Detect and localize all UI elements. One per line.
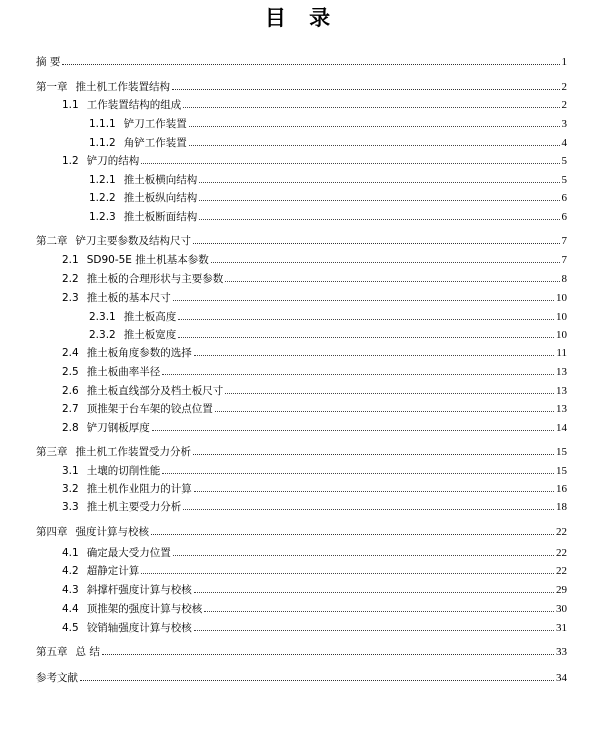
toc-leader-dots [62,64,559,65]
toc-entry-number: 3.2 [62,483,79,495]
toc-page-number: 16 [556,483,567,495]
toc-entry-number: 2.2 [62,273,79,285]
toc-page-number: 14 [556,422,567,434]
toc-page-number: 13 [556,403,567,415]
toc-entry-number: 3.3 [62,501,79,513]
toc-section-entry[interactable] [62,481,567,495]
toc-page-number: 7 [561,254,567,266]
toc-leader-dots [152,430,554,431]
toc-page-number: 4 [561,137,567,149]
toc-leader-dots [80,680,554,681]
toc-entry-number: 2.5 [62,366,79,378]
toc-page-number: 5 [561,155,567,167]
toc-entry-label: 超静定计算 [86,565,140,577]
toc-section-entry[interactable] [62,582,567,596]
toc-entry-label: 强度计算与校核 [75,526,149,538]
toc-entry-number: 4.1 [62,547,79,559]
toc-leader-dots [199,219,559,220]
toc-section-entry[interactable] [62,153,567,167]
toc-chapter-entry[interactable] [36,670,567,684]
toc-entry-label: 角铲工作装置 [123,137,187,149]
toc-section-entry[interactable] [62,463,567,477]
toc-section-entry[interactable] [62,290,567,304]
toc-entry-label: 顶推架于台车架的铰点位置 [86,403,213,415]
toc-leader-dots [211,262,560,263]
toc-section-entry[interactable] [89,327,567,341]
toc-entry-number: 第四章 [36,526,68,538]
toc-leader-dots [204,611,554,612]
toc-leader-dots [194,491,554,492]
toc-entry-number: 1.1.2 [89,137,116,149]
toc-entry-number: 第二章 [36,235,68,247]
toc-leader-dots [173,555,554,556]
toc-entry-label: 斜撑杆强度计算与校核 [86,584,192,596]
toc-page-number: 6 [561,211,567,223]
toc-section-entry[interactable] [89,309,567,323]
toc-leader-dots [199,182,559,183]
toc-section-entry[interactable] [62,271,567,285]
toc-leader-dots [189,145,560,146]
toc-entry-label: 推土板断面结构 [123,211,198,223]
toc-leader-dots [225,281,559,282]
toc-section-entry[interactable] [62,545,567,559]
toc-entry-number: 参考文献 [36,672,78,684]
toc-leader-dots [162,374,554,375]
toc-entry-label: 顶推架的强度计算与校核 [86,603,203,615]
toc-section-entry[interactable] [89,135,567,149]
toc-entry-number: 2.4 [62,347,79,359]
toc-chapter-entry[interactable] [36,644,567,658]
toc-entry-label: 推土机主要受力分析 [86,501,182,513]
toc-entry-number: 1.2.2 [89,192,116,204]
toc-page-number: 10 [556,311,567,323]
toc-leader-dots [141,573,554,574]
toc-entry-label: 推土板横向结构 [123,174,198,186]
toc-leader-dots [225,393,554,394]
toc-entry-label: 铲刀钢板厚度 [86,422,150,434]
toc-page-number: 8 [561,273,567,285]
toc-page-number: 10 [556,292,567,304]
toc-section-entry[interactable] [62,499,567,513]
toc-entry-number: 1.2.3 [89,211,116,223]
toc-chapter-entry[interactable] [36,444,567,458]
toc-section-entry[interactable] [62,620,567,634]
toc-entry-label: 推土板曲率半径 [86,366,161,378]
toc-page-number: 22 [556,565,567,577]
toc-entry-label: 推土板纵向结构 [123,192,198,204]
toc-leader-dots [151,534,554,535]
toc-entry-label: 总 结 [75,646,100,658]
toc-entry-label: 推土机作业阻力的计算 [86,483,192,495]
toc-section-entry[interactable] [62,97,567,111]
toc-page-number: 1 [561,56,567,68]
toc-section-entry[interactable] [62,401,567,415]
toc-entry-label: 推土板宽度 [123,329,177,341]
toc-page-number: 2 [561,99,567,111]
toc-leader-dots [162,473,554,474]
toc-leader-dots [102,654,554,655]
toc-page-number: 6 [561,192,567,204]
toc-leader-dots [215,411,554,412]
toc-entry-number: 2.3.2 [89,329,116,341]
toc-page-number: 15 [556,446,567,458]
toc-leader-dots [194,630,554,631]
toc-leader-dots [199,200,559,201]
toc-entry-number: 第三章 [36,446,68,458]
toc-page-number: 18 [556,501,567,513]
toc-entry-label: 推土机工作装置结构 [75,81,170,93]
toc-entry-number: 1.2 [62,155,79,167]
toc-page-number: 29 [556,584,567,596]
toc-section-entry[interactable] [62,252,567,266]
toc-entry-number: 4.5 [62,622,79,634]
toc-section-entry[interactable] [62,601,567,615]
toc-entry-label: 推土机工作装置受力分析 [75,446,191,458]
toc-page-number: 22 [556,526,567,538]
toc-entry-label: 推土板的基本尺寸 [86,292,171,304]
toc-leader-dots [172,89,560,90]
toc-chapter-entry[interactable] [36,524,567,538]
toc-entry-number: 3.1 [62,465,79,477]
toc-leader-dots [193,243,560,244]
toc-leader-dots [178,337,554,338]
toc-entry-label: 推土板角度参数的选择 [86,347,192,359]
toc-entry-label: 土壤的切削性能 [86,465,161,477]
toc-leader-dots [194,355,555,356]
toc-page-number: 11 [556,347,567,359]
toc-entry-number: 2.8 [62,422,79,434]
toc-entry-number: 1.2.1 [89,174,116,186]
toc-leader-dots [183,107,559,108]
toc-entry-label: 推土板的合理形状与主要参数 [86,273,224,285]
toc-page-number: 33 [556,646,567,658]
toc-section-entry[interactable] [62,420,567,434]
toc-page-number: 7 [561,235,567,247]
toc-entry-label: 铲刀主要参数及结构尺寸 [75,235,191,247]
toc-leader-dots [173,300,554,301]
toc-entry-number: 1.1.1 [89,118,116,130]
toc-page-number: 34 [556,672,567,684]
toc-page-number: 5 [561,174,567,186]
toc-section-entry[interactable] [62,383,567,397]
toc-entry-label: 铰销轴强度计算与校核 [86,622,192,634]
toc-chapter-entry[interactable] [36,233,567,247]
toc-leader-dots [193,454,554,455]
toc-page-number: 3 [561,118,567,130]
toc-section-entry[interactable] [62,364,567,378]
toc-entry-number: 4.3 [62,584,79,596]
toc-page-number: 31 [556,622,567,634]
page-title: 目 录 [264,6,339,30]
toc-entry-label: 铲刀工作装置 [123,118,187,130]
toc-entry-number: 第五章 [36,646,68,658]
toc-page-number: 10 [556,329,567,341]
toc-leader-dots [178,319,554,320]
toc-entry-label: 推土板高度 [123,311,177,323]
toc-section-entry[interactable] [89,172,567,186]
toc-entry-number: 1.1 [62,99,79,111]
toc-entry-number: 第一章 [36,81,68,93]
toc-entry-number: 2.3.1 [89,311,116,323]
toc-entry-number: 2.3 [62,292,79,304]
toc-chapter-entry[interactable] [36,79,567,93]
toc-page-number: 13 [556,366,567,378]
toc-page-number: 15 [556,465,567,477]
toc-entry-number: 2.1 [62,254,79,266]
toc-page-number: 13 [556,385,567,397]
toc-section-entry[interactable] [89,209,567,223]
toc-entry-number: 摘 要 [36,56,61,68]
toc-leader-dots [183,509,554,510]
toc-entry-number: 2.6 [62,385,79,397]
toc-leader-dots [189,126,560,127]
toc-entry-label: 铲刀的结构 [86,155,140,167]
toc-section-entry[interactable] [62,563,567,577]
toc-entry-number: 4.4 [62,603,79,615]
toc-page-number: 22 [556,547,567,559]
toc-entry-number: 4.2 [62,565,79,577]
toc-entry-label: 确定最大受力位置 [86,547,171,559]
toc-section-entry[interactable] [89,190,567,204]
toc-section-entry[interactable] [89,116,567,130]
toc-section-entry[interactable] [62,345,567,359]
toc-entry-label: SD90-5E 推土机基本参数 [86,254,209,266]
toc-chapter-entry[interactable] [36,54,567,68]
toc-entry-number: 2.7 [62,403,79,415]
toc-leader-dots [141,163,559,164]
toc-entry-label: 推土板直线部分及档土板尺寸 [86,385,224,397]
toc-leader-dots [194,592,554,593]
toc-page-number: 2 [561,81,567,93]
toc-entry-label: 工作装置结构的组成 [86,99,182,111]
toc-page-number: 30 [556,603,567,615]
